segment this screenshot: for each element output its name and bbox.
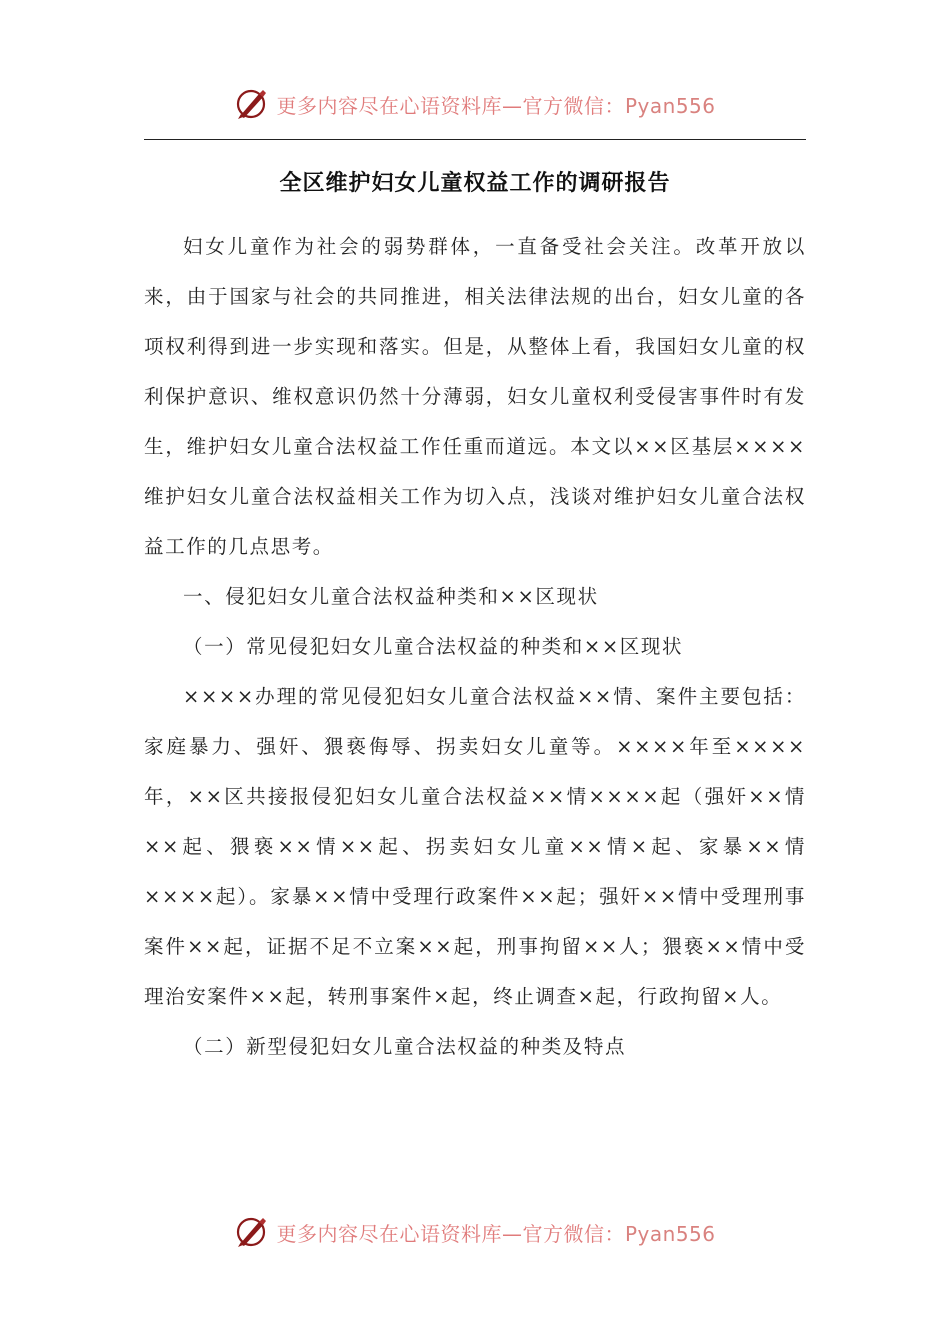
header-banner-cn: 更多内容尽在心语资料库—官方微信： [276, 93, 625, 118]
footer-banner [0, 1212, 950, 1252]
header-banner-text [276, 90, 715, 119]
heading-subsection-1: （一）常见侵犯妇女儿童合法权益的种类和××区现状 [183, 635, 684, 658]
header-divider [144, 139, 806, 140]
paragraph-statistics: ××××办理的常见侵犯妇女儿童合法权益××情、案件主要包括：家庭暴力、强奸、猥亵侮辱、拐卖妇女儿童等。××××年至××××年，××区共接报侵犯妇女儿童合法权益××情××××起（强奸××情××起、猥亵××情××起、拐卖妇女儿童××情×起、家暴××情××××起）。家暴××情中受理行政案件××起；强奸××情中受理刑事案件××起，证据不足不立案××起，刑事拘留××人；猥亵××情中受理治安案件××起，转刑事案件×起，终止调查×起，行政拘留×人。 [144, 685, 806, 1008]
footer-banner-text [276, 1218, 715, 1247]
footer-banner-wechat-id: Pyan556 [624, 1221, 716, 1246]
pen-logo-icon [234, 1215, 268, 1249]
document-body [144, 222, 806, 1072]
paragraph-intro: 妇女儿童作为社会的弱势群体，一直备受社会关注。改革开放以来，由于国家与社会的共同推进，相关法律法规的出台，妇女儿童的各项权利得到进一步实现和落实。但是，从整体上看，我国妇女儿童的权利保护意识、维权意识仍然十分薄弱，妇女儿童权利受侵害事件时有发生，维护妇女儿童合法权益工作任重而道远。本文以××区基层××××维护妇女儿童合法权益相关工作为切入点，浅谈对维护妇女儿童合法权益工作的几点思考。 [144, 235, 806, 558]
heading-subsection-2: （二）新型侵犯妇女儿童合法权益的种类及特点 [183, 1035, 627, 1058]
header-banner [0, 84, 950, 124]
header-banner-wechat-id: Pyan556 [624, 93, 716, 118]
pen-logo-icon [234, 87, 268, 121]
heading-section-1: 一、侵犯妇女儿童合法权益种类和××区现状 [183, 585, 599, 608]
document-title: 全区维护妇女儿童权益工作的调研报告 [279, 170, 671, 196]
footer-banner-cn: 更多内容尽在心语资料库—官方微信： [276, 1221, 625, 1246]
